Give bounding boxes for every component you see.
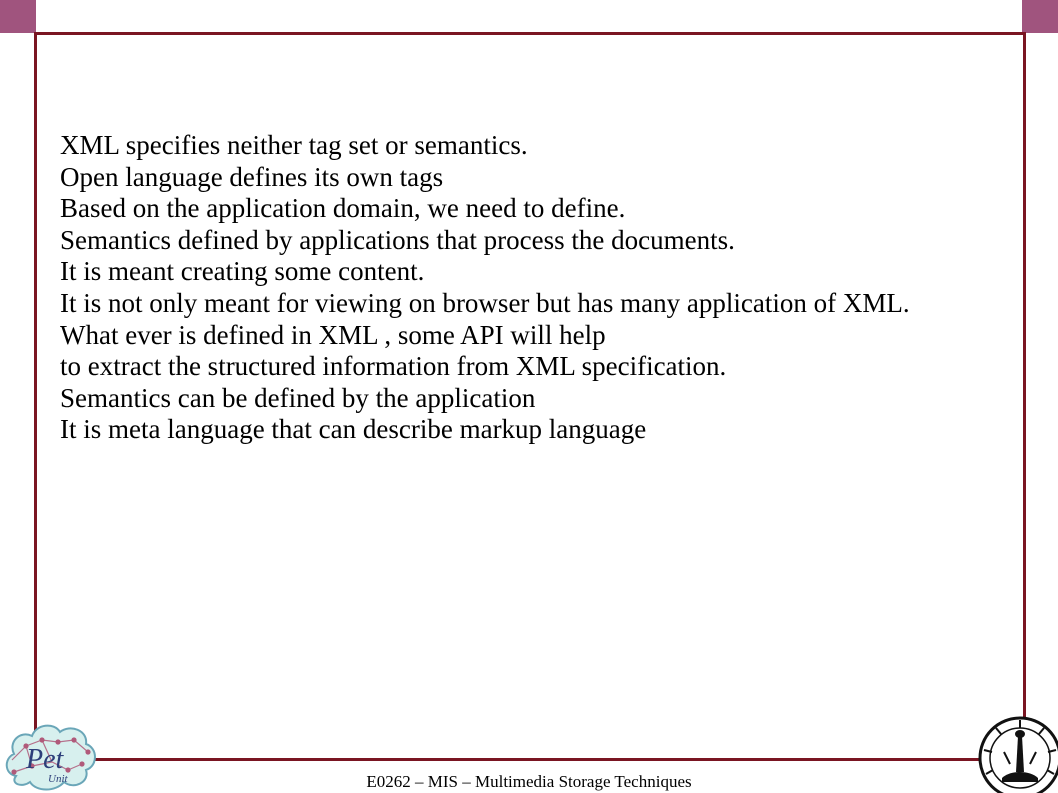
body-line: Semantics defined by applications that process the documents. — [60, 224, 735, 255]
body-line: Semantics can be defined by the application — [60, 382, 536, 413]
body-line: Open language defines its own tags — [60, 161, 444, 192]
body-line: XML specifies neither tag set or semantics. — [60, 130, 528, 160]
pet-logo-text: Pet — [26, 744, 64, 775]
body-line: Based on the application domain, we need to define. — [60, 193, 626, 224]
body-line: It is meant creating some content. — [60, 256, 425, 287]
corner-accent-left — [0, 0, 36, 33]
corner-accent-right — [1022, 0, 1058, 33]
slide-footer: E0262 – MIS – Multimedia Storage Techniques — [366, 772, 692, 791]
body-line: What ever is defined in XML , some API will help — [60, 319, 606, 350]
pet-logo-subtext: Unit — [48, 773, 68, 785]
body-line: to extract the structured information from XML specification. — [60, 351, 727, 382]
body-line: It is not only meant for viewing on browser but has many application of XML. — [60, 287, 910, 318]
slide-body — [60, 130, 1000, 446]
body-line: It is meta language that can describe markup language — [60, 414, 647, 445]
